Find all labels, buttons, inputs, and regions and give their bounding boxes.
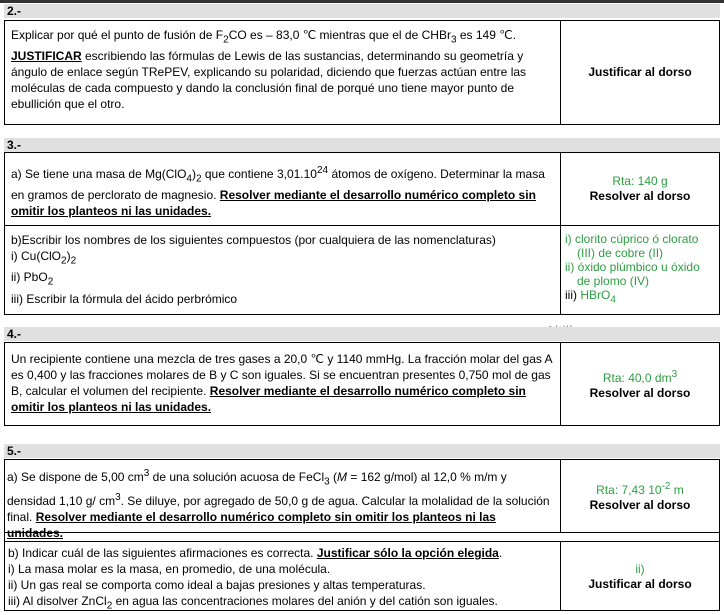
question-5b-option-iii: iii) Al disolver ZnCl$_2$ en agua las concentraciones molares del anión y del catión son iguales. (8, 594, 498, 612)
answer-4-rta: Rta: 40,0 $dm^3$ (602, 369, 678, 385)
answer-3b-i-line1: i) clorito cúprico ó clorato (565, 232, 699, 247)
question-3-box (4, 152, 720, 315)
answer-5a-rta: Rta: 7,43 $10^{-2}$ m (596, 481, 684, 497)
question-3b-item-i: i) $Cu(ClO_2)_2$ (11, 249, 77, 267)
answer-3b-i-line2: (III) de cobre (II) (577, 246, 664, 261)
answer-3a-note: Resolver al dorso (589, 189, 691, 203)
question-5b-answer (561, 542, 719, 611)
question-3a-row (5, 153, 719, 226)
answer-3b-ii-line2: de plomo (IV) (577, 274, 650, 289)
section-label-3: 3.- (4, 138, 720, 152)
question-5b-option-i: i) La masa molar es la masa, en promedio, de una molécula. (8, 562, 331, 576)
question-2-text: Explicar por qué el punto de fusión de $F_2CO$ es – 83,0 ℃ mientras que el de CHBr$_3$ es 149 ℃. JUSTIFICAR escribiendo las fórmulas de Lewis de las sustancias, determinando su geometría y ángulo de enlace según TRePEV, explicando su polaridad, diciendo que fuerzas actúan entre las moléculas de cada compuesto y dando la conclusión final de porqué uno tiene mayor punto de ebullición que el otro. (5, 21, 561, 124)
answer-4-note: Resolver al dorso (589, 386, 691, 400)
answer-3a-rta: Rta: 140 g (612, 174, 668, 188)
section-label-4: 4.- (4, 327, 720, 341)
section-label-5: 5.- (4, 444, 720, 458)
question-5-box (4, 459, 720, 611)
question-4-text: Un recipiente contiene una mezcla de tres gases a 20,0 ℃ y 1140 mmHg. La fracción molar del gas A es 0,400 y las fracciones molares de B y C son iguales. Si se encuentran presentes 0,750 mol de gas B, calcular el volumen del recipiente. Resolver mediante el desarrollo numérico completo sin omitir los planteos ni las unidades. (5, 343, 561, 425)
question-5b-option-ii: ii) Un gas real se comporta como ideal a bajas presiones y altas temperaturas. (8, 578, 426, 592)
question-2-answer: Justificar al dorso (588, 65, 692, 79)
question-5b-text (5, 542, 561, 611)
question-4-answer (561, 343, 719, 425)
question-3b-item-ii: ii) PbO$_2$ (11, 270, 54, 288)
question-5a-row (5, 460, 719, 541)
question-3b-intro: b)Escribir los nombres de los siguientes compuestos (por cualquiera de las nomenclaturas) (11, 233, 496, 247)
question-3b-row (5, 226, 719, 314)
answer-3b-ii-line1: ii) óxido plúmbico u óxido (565, 260, 700, 275)
answer-5a-note: Resolver al dorso (589, 498, 691, 512)
question-3b-item-iii: iii) Escribir la fórmula del ácido perbrómico (11, 291, 238, 306)
answer-3b-iii: iii) HBrO$_4$ (565, 288, 616, 306)
question-3b-answer (561, 226, 719, 314)
answer-5b-choice: ii) (635, 561, 645, 576)
question-3a-answer (561, 153, 719, 225)
question-4-row (5, 343, 719, 425)
section-label-2: 2.- (4, 4, 720, 18)
question-5a-answer (561, 460, 719, 532)
question-5b-row (5, 541, 719, 611)
answer-5b-note: Justificar al dorso (588, 576, 692, 591)
question-4-box (4, 342, 720, 426)
question-3b-text (5, 226, 561, 314)
top-border (0, 0, 724, 3)
question-2-box (4, 20, 720, 125)
question-5a-text: a) Se dispone de 5,00 $cm^3$ de una solución acuosa de FeCl$_3$ (M = 162 g/mol) al 12,0 % m/m y densidad 1,10 g/ $cm^3$. Se diluye, por agregado de 50,0 g de agua. Calcular la molalidad de la solución final. Resolver mediante el desarrollo numérico completo sin omitir los planteos ni las unidades. (5, 460, 561, 532)
question-2-row (5, 21, 719, 124)
question-5b-intro: b) Indicar cuál de las siguientes afirmaciones es correcta. Justificar sólo la opción elegida. (8, 546, 503, 560)
question-3a-text: a) Se tiene una masa de $Mg(ClO_4)_2$ que contiene 3,01.10$^{24}$ átomos de oxígeno. Determinar la masa en gramos de perclorato de magnesio. Resolver mediante el desarrollo numérico completo sin omitir los planteos ni las unidades. (5, 153, 561, 225)
